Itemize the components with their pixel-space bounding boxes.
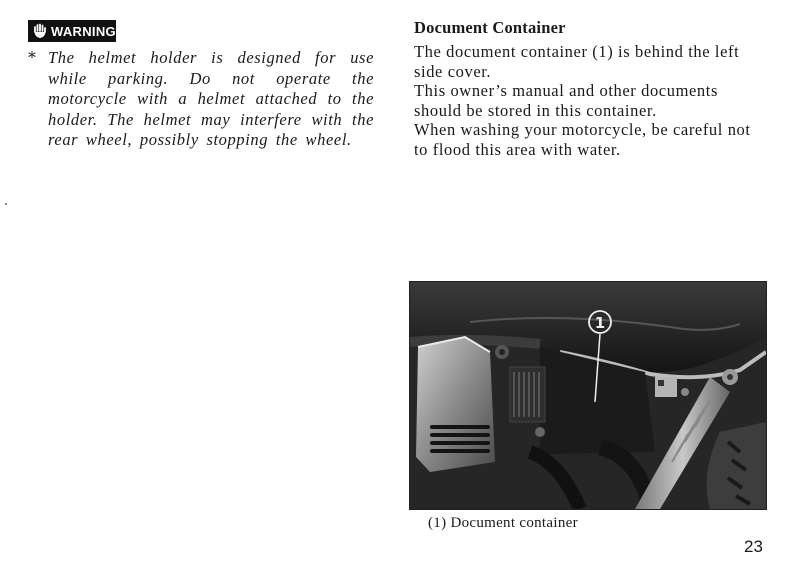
warning-text: The helmet holder is designed for use while parking. Do not operate the motorcycle with a helmet attached to the holder. The helmet may interfere with the rear wheel, possibly stopping the wheel. xyxy=(48,48,374,149)
paragraph-storage: This owner’s manual and other documents should be stored in this container. xyxy=(414,81,718,120)
paragraph-washing: When washing your motorcycle, be careful not to flood this area with water. xyxy=(414,120,751,159)
warning-bullet: * xyxy=(28,48,36,67)
warning-badge xyxy=(28,20,116,42)
scan-speck xyxy=(5,203,7,205)
hand-icon xyxy=(32,23,48,39)
section-heading: Document Container xyxy=(414,18,566,37)
page-number: 23 xyxy=(744,537,763,556)
warning-label: WARNING xyxy=(51,23,116,39)
paragraph-location: The document container (1) is behind the left side cover. xyxy=(414,42,740,81)
callout-number: 1 xyxy=(594,314,606,332)
figure-caption: (1) Document container xyxy=(428,515,578,531)
motorcycle-photo xyxy=(409,281,767,510)
